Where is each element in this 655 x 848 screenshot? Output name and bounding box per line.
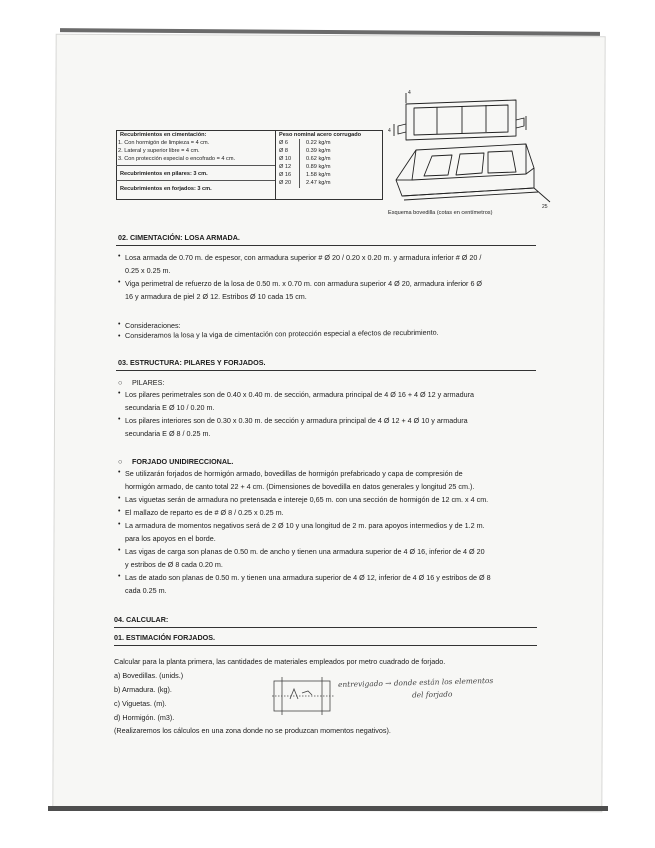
paragraph-line: Las de atado son planas de 0.50 m. y tienen una armadura superior de 4 Ø 12, inferior de 4 Ø 16 y estribos de Ø 8 (125, 573, 491, 582)
peso-value: 1.58 kg/m (306, 172, 331, 178)
section-rule (116, 245, 536, 246)
page-bottom-edge (48, 806, 608, 811)
paragraph-line: Las vigas de carga son planas de 0.50 m. de ancho y tienen una armadura superior de 4 Ø 16, inferior de 4 Ø 20 (125, 547, 485, 556)
section-03-title: 03. ESTRUCTURA: PILARES Y FORJADOS. (118, 358, 266, 367)
section-rule (114, 627, 537, 628)
pilares-heading: PILARES: (132, 378, 165, 387)
bullet: • (118, 321, 121, 328)
peso-diameter: Ø 10 (279, 156, 292, 162)
circle-bullet: ○ (118, 457, 123, 466)
peso-diameter: Ø 16 (279, 172, 292, 178)
handwritten-note: del forjado (411, 689, 453, 700)
circle-bullet: ○ (118, 378, 123, 387)
bullet: • (118, 390, 121, 397)
section-rule (114, 645, 537, 646)
section-04-title: 04. CALCULAR: (114, 615, 169, 624)
bullet: • (118, 521, 121, 528)
paragraph-line: Se utilizarán forjados de hormigón armado, bovedillas de hormigón prefabricado y capa de compresión de (125, 469, 463, 478)
hand-sketch (268, 675, 338, 717)
paragraph-line: 16 y armadura de piel 2 Ø 12. Estribos Ø 10 cada 15 cm. (125, 292, 307, 301)
bovedilla-diagram (384, 84, 560, 212)
peso-diameter: Ø 12 (279, 164, 292, 170)
divider (116, 180, 276, 181)
peso-value: 0.22 kg/m (306, 140, 331, 146)
paragraph-line: Las viguetas serán de armadura no pretensada e intereje 0,65 m. con una sección de hormigón de 12 cm. x 4 cm. (125, 495, 489, 504)
bullet: • (118, 573, 121, 580)
recubrimiento-item: 2. Lateral y superior libre = 4 cm. (118, 148, 200, 154)
peso-value: 2.47 kg/m (306, 180, 331, 186)
bullet: • (118, 547, 121, 554)
peso-diameter: Ø 8 (279, 148, 289, 154)
dim-label-top: 4 (408, 90, 411, 96)
paragraph-line: secundaria E Ø 10 / 0.20 m. (125, 403, 215, 412)
paragraph-line: secundaria E Ø 8 / 0.25 m. (125, 429, 211, 438)
section-02-title: 02. CIMENTACIÓN: LOSA ARMADA. (118, 233, 240, 242)
bullet: • (118, 469, 121, 476)
bullet: • (118, 253, 121, 260)
recubrimientos-heading: Recubrimientos en cimentación: (120, 132, 207, 138)
section-04-subtitle: 01. ESTIMACIÓN FORJADOS. (114, 633, 216, 642)
paragraph-line: Los pilares interiores son de 0.30 x 0.30 m. de sección y armadura principal de 4 Ø 12 + 4 Ø 10 y armadura (125, 416, 468, 425)
peso-value: 0.89 kg/m (306, 164, 331, 170)
bullet: • (118, 416, 121, 423)
recubrimiento-item: 1. Con hormigón de limpieza = 4 cm. (118, 140, 210, 146)
recubrimiento-pilares: Recubrimientos en pilares: 3 cm. (120, 171, 208, 177)
paragraph-line: Losa armada de 0.70 m. de espesor, con armadura superior # Ø 20 / 0.20 x 0.20 m. y armadura inferior # Ø 20 / (125, 253, 482, 262)
peso-value: 0.62 kg/m (306, 156, 331, 162)
paragraph-line: Viga perimetral de refuerzo de la losa de 0.50 m. x 0.70 m. con armadura superior 4 Ø 20, armadura inferior 6 Ø (125, 279, 483, 288)
dim-label-side: 4 (388, 128, 391, 134)
peso-column-divider (299, 139, 300, 188)
bullet: • (118, 279, 121, 286)
calc-item: c) Viguetas. (m). (114, 699, 167, 708)
bullet: • (118, 508, 121, 515)
peso-heading: Peso nominal acero corrugado (279, 132, 362, 138)
peso-value: 0.39 kg/m (306, 148, 331, 154)
recubrimiento-forjados: Recubrimientos en forjados: 3 cm. (120, 186, 212, 192)
paragraph-line: El mallazo de reparto es de # Ø 8 / 0.25 x 0.25 m. (125, 508, 284, 517)
paragraph-line: Consideraciones: (125, 321, 181, 330)
calc-intro: Calcular para la planta primera, las cantidades de materiales empleados por metro cuadrado de forjado. (114, 657, 446, 666)
forjado-heading: FORJADO UNIDIRECCIONAL. (132, 457, 234, 466)
paragraph-line: 0.25 x 0.25 m. (125, 266, 171, 275)
peso-diameter: Ø 6 (279, 140, 289, 146)
recubrimiento-item: 3. Con protección especial o encofrado = 4 cm. (118, 156, 236, 162)
paragraph-line: La armadura de momentos negativos será de 2 Ø 10 y una longitud de 2 m. para apoyos intermedios y de 1.2 m. (125, 521, 485, 530)
paragraph-line: Consideramos la losa y la viga de cimentación con protección especial a efectos de recubrimiento. (124, 327, 439, 340)
dim-label-depth: 25 (542, 204, 548, 210)
bullet: • (118, 333, 121, 340)
calc-note: (Realizaremos los cálculos en una zona donde no se produzcan momentos negativos). (114, 726, 391, 735)
handwritten-note: entrevigado → donde están los elementos (337, 675, 494, 690)
calc-item: b) Armadura. (kg). (114, 685, 172, 694)
paragraph-line: hormigón armado, de canto total 22 + 4 cm. (Dimensiones de bovedilla en datos generales y longitud 25 cm.). (125, 482, 475, 491)
paragraph-line: y estribos de Ø 8 cada 0.20 m. (125, 560, 223, 569)
section-rule (116, 370, 536, 371)
divider (116, 165, 276, 166)
paragraph-line: para los apoyos en el borde. (125, 534, 216, 543)
figure-caption: Esquema bovedilla (cotas en centímetros) (388, 210, 493, 216)
calc-item: d) Hormigón. (m3). (114, 713, 175, 722)
calc-item: a) Bovedillas. (unids.) (114, 671, 184, 680)
peso-diameter: Ø 20 (279, 180, 292, 186)
paragraph-line: Los pilares perimetrales son de 0.40 x 0.40 m. de sección, armadura principal de 4 Ø 16 + 4 Ø 12 y armadura (125, 390, 474, 399)
paragraph-line: cada 0.25 m. (125, 586, 167, 595)
bullet: • (118, 495, 121, 502)
